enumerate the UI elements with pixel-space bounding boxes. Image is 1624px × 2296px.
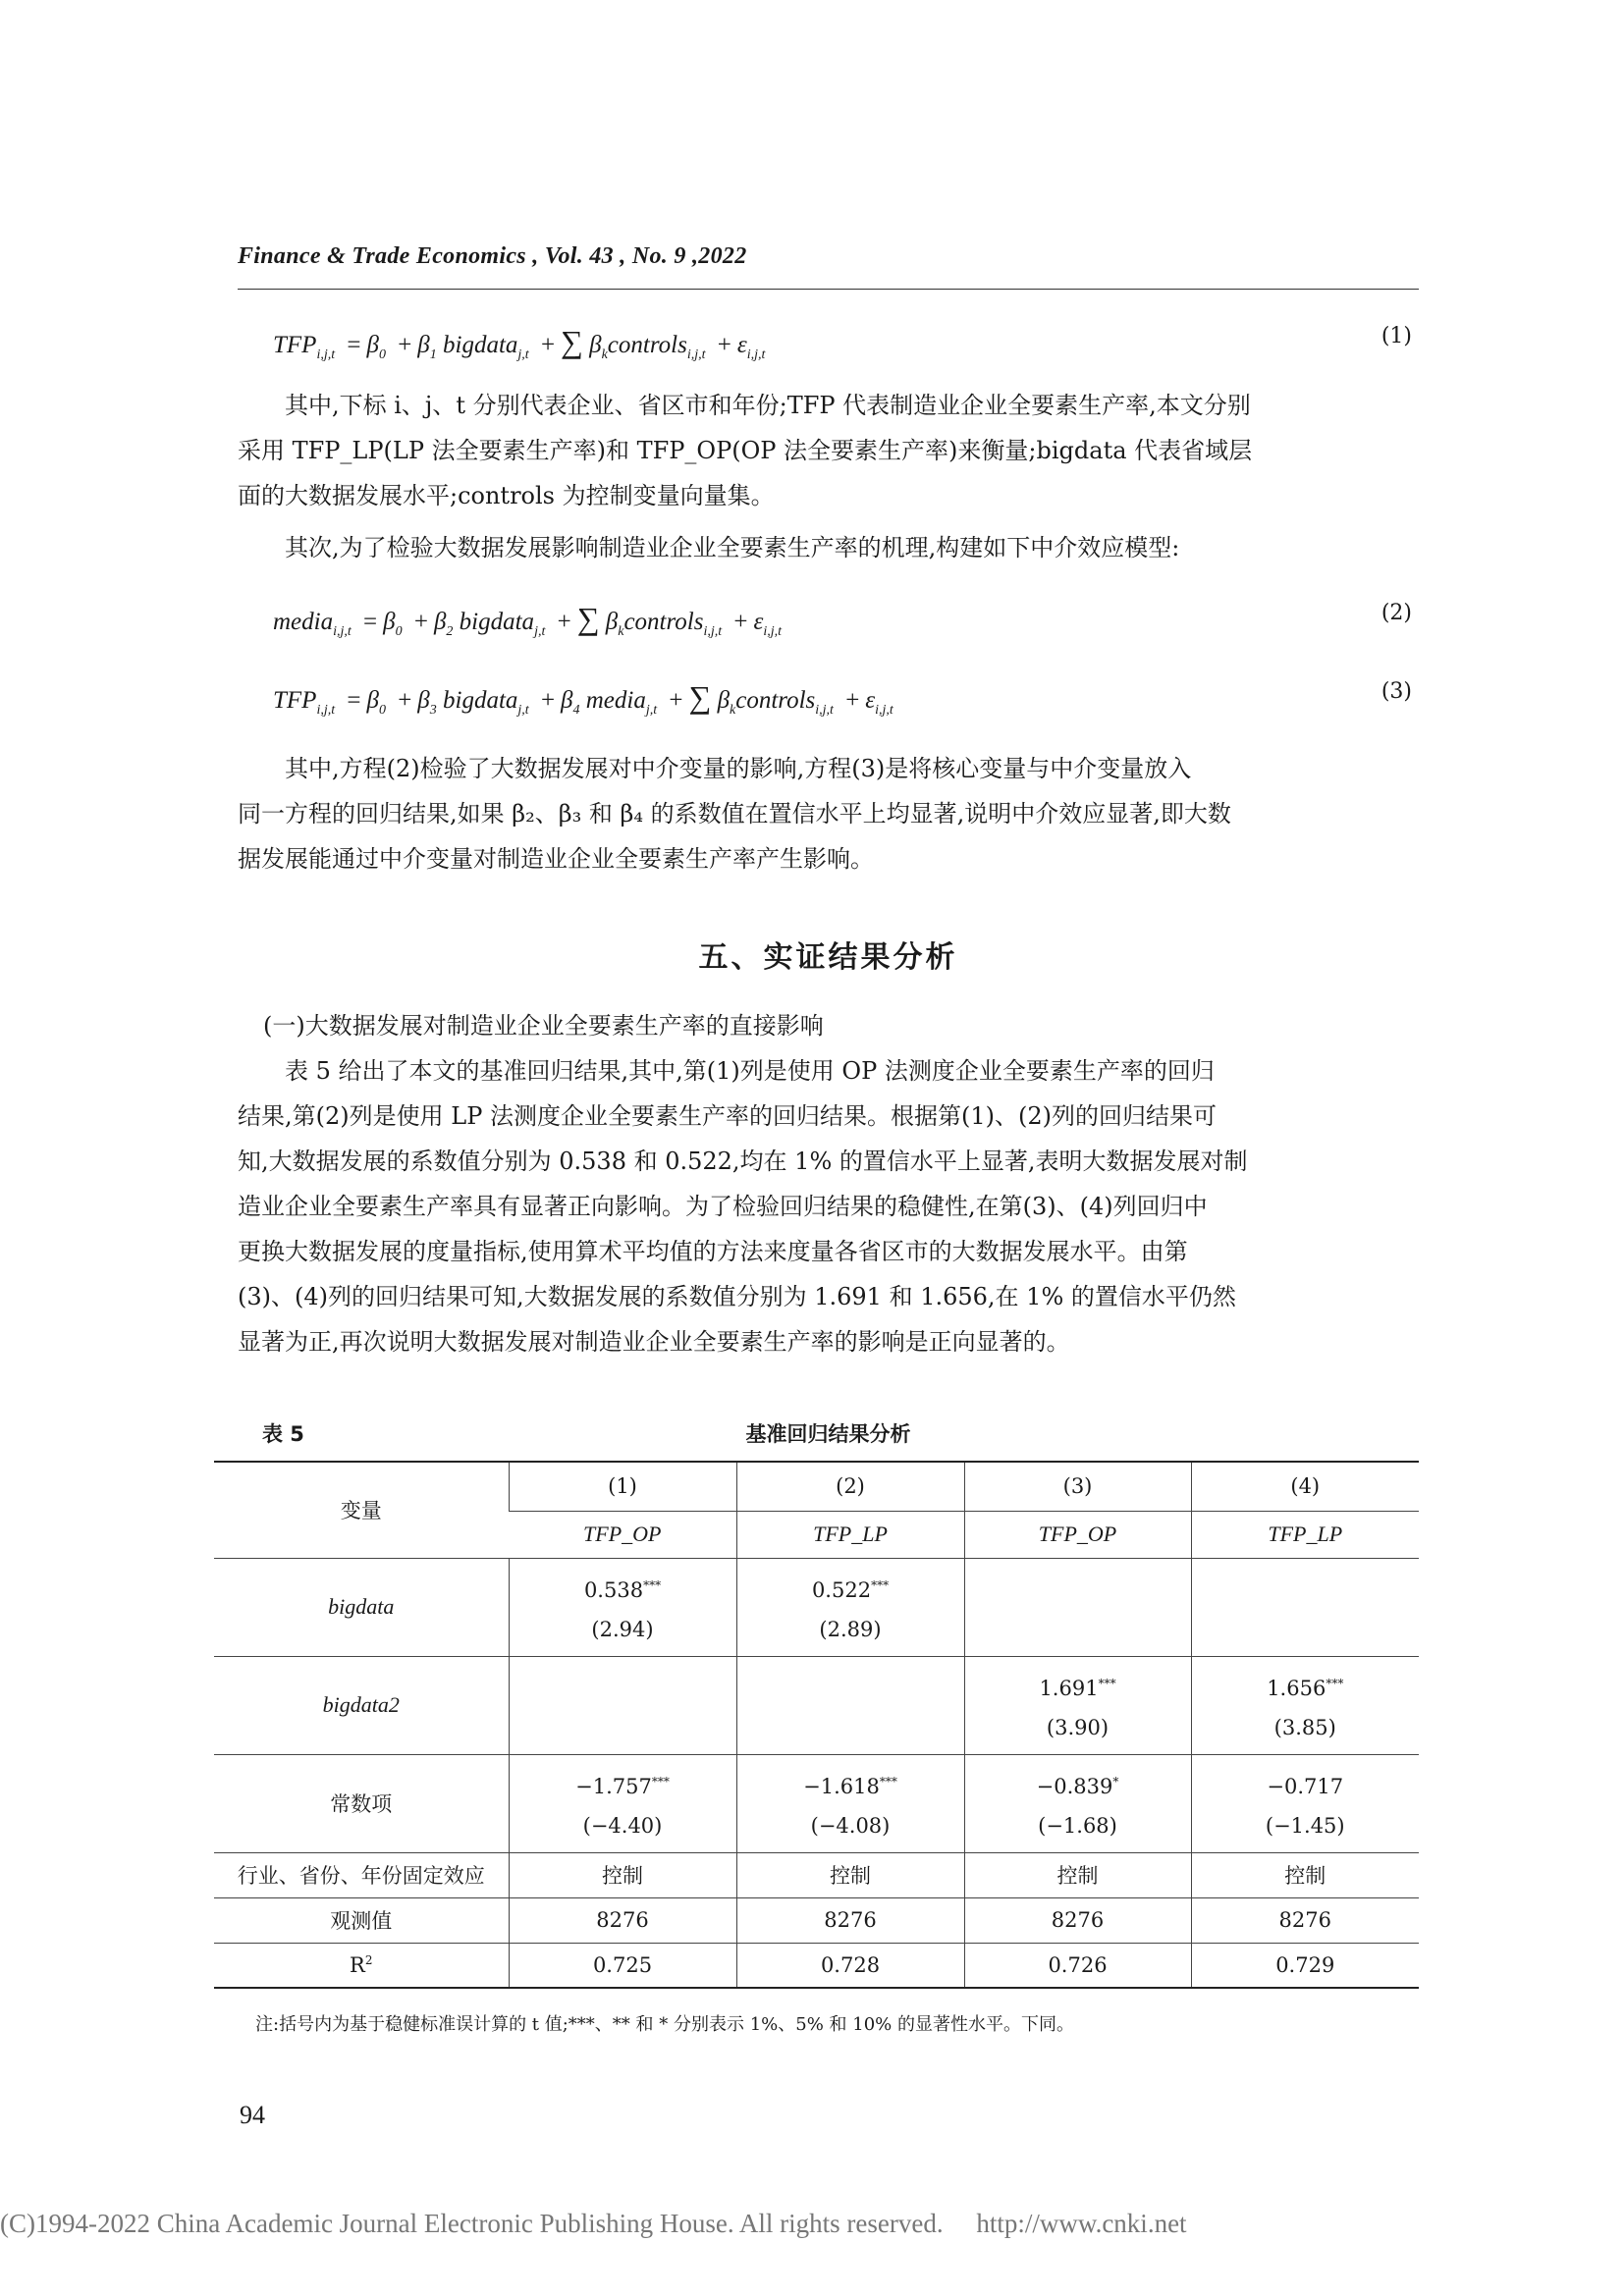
- cell: [964, 1558, 1191, 1656]
- cell: 0.522*** (2.89): [736, 1558, 964, 1656]
- col-number: (3): [964, 1462, 1191, 1511]
- cell: 控制: [736, 1852, 964, 1897]
- table-row: [214, 1558, 1419, 1656]
- cell: 8276: [736, 1897, 964, 1943]
- cell: 0.728: [736, 1943, 964, 1988]
- equation-2: media$_{i,j,t}$ = $\beta_0 + \beta_2$ bigdata$_{j,t}$ + ∑ $\beta_kcontrols_{i,j,t} + \varepsilon_{i,j,t}$ (2): [273, 601, 1412, 639]
- cell: 控制: [1191, 1852, 1419, 1897]
- cell: −0.717 (−1.45): [1191, 1754, 1419, 1852]
- table-row: [214, 1656, 1419, 1754]
- row-label: 行业、省份、年份固定效应: [214, 1852, 509, 1897]
- cell: [736, 1656, 964, 1754]
- table-row: [214, 1754, 1419, 1852]
- cell: 1.656*** (3.85): [1191, 1656, 1419, 1754]
- running-header: Finance & Trade Economics , Vol. 43 , No. 9 ,2022: [238, 243, 747, 269]
- paragraph-3: 其中,方程(2)检验了大数据发展对中介变量的影响,方程(3)是将核心变量与中介变量放入 同一方程的回归结果,如果 β₂、β₃ 和 β₄ 的系数值在置信水平上均显著,说明中介效应显著,即大数 据发展能通过中介变量对制造业企业全要素生产率产生影响。: [238, 755, 1231, 873]
- paragraph-1: 其中,下标 i、j、t 分别代表企业、省区市和年份;TFP 代表制造业企业全要素生产率,本文分别 采用 TFP_LP(LP 法全要素生产率)和 TFP_OP(OP 法全要素生产率)来衡量;bigdata 代表省域层 面的大数据发展水平;controls 为控制变量向量集。: [238, 392, 1253, 509]
- cell: 8276: [964, 1897, 1191, 1943]
- cell: 8276: [1191, 1897, 1419, 1943]
- col-dependent-var: TFP_LP: [736, 1511, 964, 1558]
- table-title: 基准回归结果分析: [745, 1422, 911, 1446]
- cell: −1.618*** (−4.08): [736, 1754, 964, 1852]
- footer-url[interactable]: http://www.cnki.net: [976, 2209, 1187, 2238]
- table-note: 注:括号内为基于稳健标准误计算的 t 值;***、** 和 * 分别表示 1%、5% 和 10% 的显著性水平。下同。: [255, 2014, 1074, 2035]
- row-label: 常数项: [214, 1754, 509, 1852]
- cell: 控制: [964, 1852, 1191, 1897]
- cell: 0.538*** (2.94): [509, 1558, 736, 1656]
- equation-number: (3): [1380, 679, 1412, 704]
- cell: [509, 1656, 736, 1754]
- row-label: 观测值: [214, 1897, 509, 1943]
- col-number: (4): [1191, 1462, 1419, 1511]
- equation-3: $TFP_{i,j,t} = \beta_0 + \beta_3$ bigdata$_{j,t}$ + $\beta_4$ media$_{j,t}$ + ∑ $\beta_kcontrols_{i,j,t} + \varepsilon_{i,j,t}$ (3): [273, 679, 1412, 718]
- row-label: bigdata2: [214, 1656, 509, 1754]
- paragraph-4: 表 5 给出了本文的基准回归结果,其中,第(1)列是使用 OP 法测度企业全要素生产率的回归 结果,第(2)列是使用 LP 法测度企业全要素生产率的回归结果。根据第(1)、(2)列的回归结果可 知,大数据发展的系数值分别为 0.538 和 0.522,均在 1% 的置信水平上显著,表明大数据发展对制 造业企业全要素生产率具有显著正向影响。为了检验回归结果的稳健性,在第(3)、(4)列回归中 更换大数据发展的度量指标,使用算术平均值的方法来度量各省区市的大数据发展水平。由第 (3)、(4)列的回归结果可知,大数据发展的系数值分别为 1.691 和 1.656,在 1% 的置信水平仍然 显著为正,再次说明大数据发展对制造业企业全要素生产率的影响是正向显著的。: [238, 1057, 1248, 1356]
- col-dependent-var: TFP_LP: [1191, 1511, 1419, 1558]
- cell: [1191, 1558, 1419, 1656]
- cell: 1.691*** (3.90): [964, 1656, 1191, 1754]
- cell: 0.729: [1191, 1943, 1419, 1988]
- var-header: 变量: [214, 1462, 509, 1558]
- equation-number: (1): [1380, 324, 1412, 348]
- section-title: 五、实证结果分析: [698, 940, 958, 975]
- table-row: [214, 1852, 1419, 1897]
- cell: −0.839* (−1.68): [964, 1754, 1191, 1852]
- paragraph-2: 其次,为了检验大数据发展影响制造业企业全要素生产率的机理,构建如下中介效应模型:: [285, 534, 1180, 561]
- col-dependent-var: TFP_OP: [964, 1511, 1191, 1558]
- footer-copyright: (C)1994-2022 China Academic Journal Electronic Publishing House. All rights reserved. http://www.cnki.net: [0, 2209, 1187, 2238]
- col-number: (1): [509, 1462, 736, 1511]
- cell: 0.725: [509, 1943, 736, 1988]
- table-row: [214, 1897, 1419, 1943]
- table-row: [214, 1943, 1419, 1988]
- cell: 8276: [509, 1897, 736, 1943]
- page-number: 94: [240, 2101, 265, 2129]
- cell: 控制: [509, 1852, 736, 1897]
- row-label: bigdata: [214, 1558, 509, 1656]
- equation-number: (2): [1380, 601, 1412, 625]
- cell: −1.757*** (−4.40): [509, 1754, 736, 1852]
- cell: 0.726: [964, 1943, 1191, 1988]
- col-dependent-var: TFP_OP: [509, 1511, 736, 1558]
- col-number: (2): [736, 1462, 964, 1511]
- subsection-title: (一)大数据发展对制造业企业全要素生产率的直接影响: [263, 1012, 824, 1040]
- table-label: 表 5: [262, 1422, 304, 1446]
- regression-table: [214, 1461, 1419, 1989]
- header-rule: [238, 289, 1419, 290]
- row-label: $R^2$: [214, 1943, 509, 1988]
- equation-1: $TFP_{i,j,t} = \beta_0 + \beta_1$ bigdata$_{j,t}$ + ∑ $\beta_kcontrols_{i,j,t} + \varepsilon_{i,j,t}$ (1): [273, 324, 1412, 362]
